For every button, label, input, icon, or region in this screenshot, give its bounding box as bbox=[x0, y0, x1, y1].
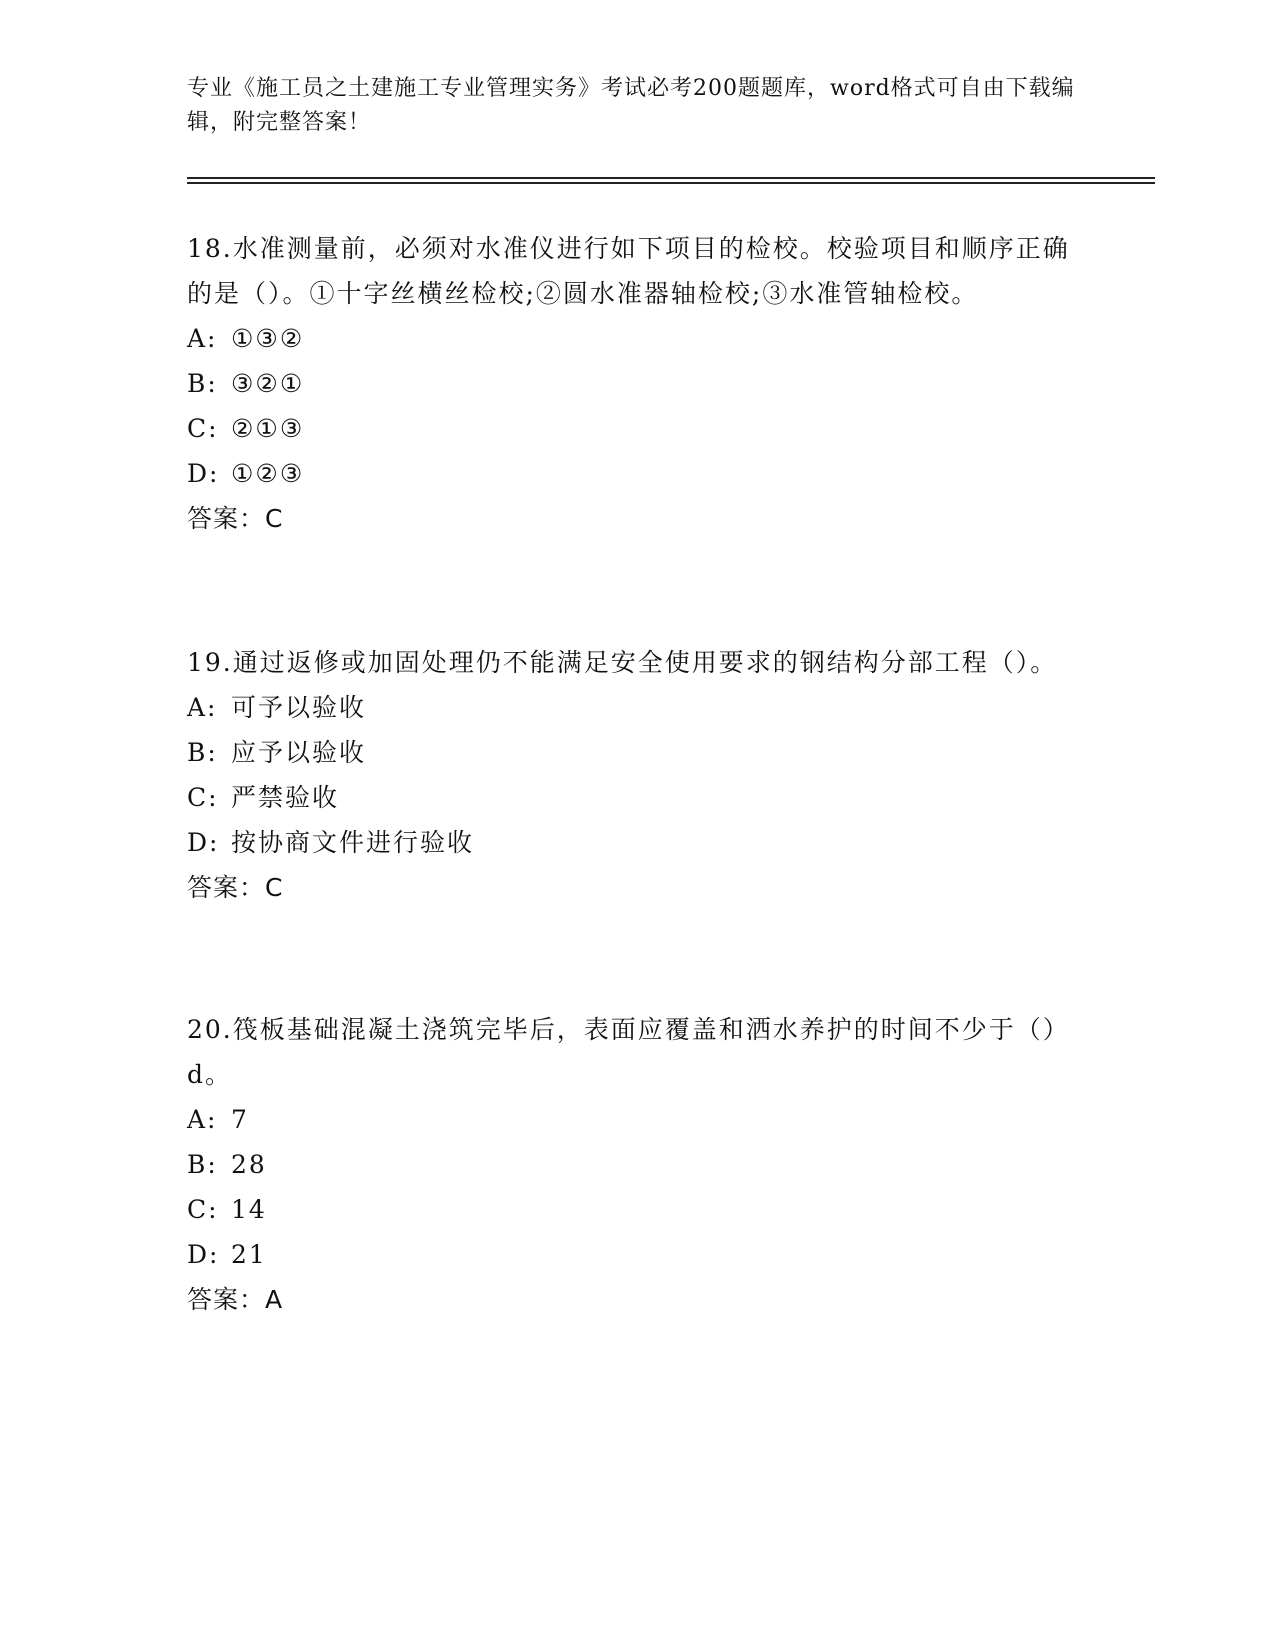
option-letter: C: bbox=[187, 1195, 219, 1224]
option-text: ①②③ bbox=[231, 459, 305, 488]
option-letter: A: bbox=[187, 693, 218, 722]
header-title: 专业《施工员之土建施工专业管理实务》考试必考200题题库，word格式可自由下载编辑，附完整答案！ bbox=[187, 76, 1075, 135]
option-c bbox=[187, 775, 1087, 820]
option-letter: D: bbox=[187, 1240, 220, 1269]
option-letter: D: bbox=[187, 459, 220, 488]
option-text: 14 bbox=[231, 1195, 267, 1224]
answer-line: 答案：A bbox=[187, 1285, 284, 1314]
option-a bbox=[187, 685, 1087, 730]
header-divider-bottom bbox=[187, 182, 1155, 184]
option-text: ②①③ bbox=[231, 414, 305, 443]
question-18 bbox=[187, 226, 1087, 541]
question-stem: 19.通过返修或加固处理仍不能满足安全使用要求的钢结构分部工程（）。 bbox=[187, 648, 1058, 677]
answer-line: 答案：C bbox=[187, 873, 284, 902]
option-letter: C: bbox=[187, 414, 219, 443]
option-letter: B: bbox=[187, 738, 218, 767]
option-b bbox=[187, 361, 1087, 406]
option-text: ③②① bbox=[231, 369, 305, 398]
option-b bbox=[187, 730, 1087, 775]
option-letter: A: bbox=[187, 1105, 218, 1134]
question-19 bbox=[187, 640, 1087, 910]
question-stem: 20.筏板基础混凝土浇筑完毕后，表面应覆盖和洒水养护的时间不少于（）d。 bbox=[187, 1015, 1070, 1089]
option-d bbox=[187, 820, 1087, 865]
option-text: 应予以验收 bbox=[231, 738, 367, 767]
option-text: 21 bbox=[231, 1240, 267, 1269]
option-letter: A: bbox=[187, 324, 218, 353]
header-divider-top bbox=[187, 177, 1155, 179]
option-letter: D: bbox=[187, 828, 220, 857]
option-letter: B: bbox=[187, 1150, 218, 1179]
option-text: 28 bbox=[231, 1150, 267, 1179]
option-text: 严禁验收 bbox=[231, 783, 340, 812]
option-text: 按协商文件进行验收 bbox=[231, 828, 475, 857]
question-20 bbox=[187, 1007, 1087, 1322]
option-text: 7 bbox=[231, 1105, 249, 1134]
option-b bbox=[187, 1142, 1087, 1187]
answer-line: 答案：C bbox=[187, 504, 284, 533]
option-c bbox=[187, 406, 1087, 451]
document-header bbox=[187, 72, 1087, 140]
question-stem: 18.水准测量前，必须对水准仪进行如下项目的检校。校验项目和顺序正确的是（）。①十字丝横丝检校;②圆水准器轴检校;③水准管轴检校。 bbox=[187, 234, 1070, 308]
option-c bbox=[187, 1187, 1087, 1232]
option-d bbox=[187, 451, 1087, 496]
option-letter: B: bbox=[187, 369, 218, 398]
option-letter: C: bbox=[187, 783, 219, 812]
option-text: ①③② bbox=[231, 324, 305, 353]
option-a bbox=[187, 1097, 1087, 1142]
option-a bbox=[187, 316, 1087, 361]
option-d bbox=[187, 1232, 1087, 1277]
option-text: 可予以验收 bbox=[231, 693, 367, 722]
